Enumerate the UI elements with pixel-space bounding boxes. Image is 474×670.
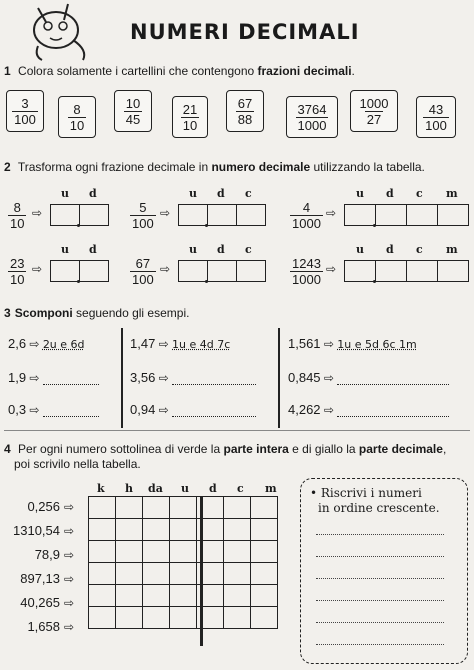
column-header: u: [181, 482, 189, 495]
numerator: 67: [135, 256, 151, 271]
q1-number: 1: [4, 64, 11, 78]
place-value-grid[interactable]: [88, 496, 278, 629]
cell[interactable]: [80, 261, 108, 281]
arrow-icon: ⇨: [64, 572, 75, 586]
place-value-cells[interactable]: [50, 204, 109, 226]
grid-cell[interactable]: [116, 519, 143, 541]
arrow-icon: ⇨: [320, 337, 338, 351]
denominator: 100: [14, 111, 36, 127]
cell[interactable]: [438, 261, 468, 281]
grid-cell[interactable]: [224, 585, 251, 607]
numerator: 1243: [292, 256, 321, 271]
denominator: 100: [132, 216, 154, 231]
grid-cell[interactable]: [170, 541, 197, 563]
decimal-point-marker: [205, 224, 208, 227]
q3-divider: [278, 328, 280, 428]
decimal-point-marker: [77, 224, 80, 227]
numerator: 3: [21, 95, 29, 111]
decompose-item: [8, 370, 99, 385]
page-title: NUMERI DECIMALI: [130, 20, 360, 44]
number-label: 1,658: [27, 619, 60, 634]
grid-cell[interactable]: [143, 585, 170, 607]
cat-illustration-icon: [28, 0, 98, 62]
column-header: c: [416, 243, 423, 256]
decimal-value: 3,56: [130, 370, 156, 385]
cell[interactable]: [345, 261, 376, 281]
grid-cell[interactable]: [89, 519, 116, 541]
column-header: d: [386, 243, 394, 256]
decimal-point-marker: [205, 280, 208, 283]
grid-cell[interactable]: [251, 607, 278, 629]
q2-fraction: [8, 200, 26, 231]
numerator: 10: [125, 95, 141, 111]
arrow-icon: ⇨: [155, 337, 173, 351]
arrow-icon: ⇨: [160, 206, 171, 220]
answer-line[interactable]: [316, 556, 444, 557]
place-value-cells[interactable]: [178, 204, 266, 226]
column-header: h: [125, 482, 133, 495]
numerator: 4: [302, 200, 311, 215]
cell[interactable]: [407, 205, 438, 225]
numerator: 23: [10, 256, 25, 271]
cell[interactable]: [208, 261, 237, 281]
column-header: m: [446, 187, 458, 200]
denominator: 10: [10, 272, 25, 287]
denominator: 1000: [292, 216, 321, 231]
arrow-icon: ⇨: [64, 548, 75, 562]
grid-cell[interactable]: [224, 563, 251, 585]
answer-line[interactable]: [43, 383, 99, 385]
grid-cell[interactable]: [224, 519, 251, 541]
decimal-separator: [200, 496, 203, 646]
grid-cell[interactable]: [251, 519, 278, 541]
arrow-icon: ⇨: [64, 524, 75, 538]
decimal-value: 1,47: [130, 336, 156, 351]
column-header: d: [217, 243, 225, 256]
decimal-value: 0,845: [288, 370, 321, 385]
decimal-point-marker: [77, 280, 80, 283]
q2-fraction: [130, 256, 156, 287]
arrow-icon: ⇨: [155, 403, 173, 417]
column-header: k: [97, 482, 105, 495]
column-header: c: [237, 482, 244, 495]
arrow-icon: ⇨: [32, 262, 43, 276]
cell[interactable]: [179, 261, 208, 281]
fraction-card[interactable]: [58, 96, 96, 138]
column-header: m: [446, 243, 458, 256]
column-header: d: [217, 187, 225, 200]
denominator: 88: [237, 111, 253, 127]
section-divider: [4, 430, 470, 431]
grid-cell[interactable]: [251, 585, 278, 607]
arrow-icon: ⇨: [64, 596, 75, 610]
column-header: c: [245, 243, 252, 256]
fraction-card[interactable]: [226, 90, 264, 132]
number-label: 78,9: [34, 547, 60, 562]
decimal-value: 4,262: [288, 402, 321, 417]
fraction-card[interactable]: [172, 96, 208, 138]
cell[interactable]: [376, 261, 407, 281]
grid-cell[interactable]: [89, 607, 116, 629]
q3-instruction: 3 Scomponi seguendo gli esempi.: [4, 306, 190, 320]
arrow-icon: ⇨: [32, 206, 43, 220]
column-header: c: [416, 187, 423, 200]
numerator: 8: [13, 200, 21, 215]
numerator: 43: [428, 101, 444, 117]
grid-cell[interactable]: [89, 585, 116, 607]
grid-cell[interactable]: [143, 541, 170, 563]
column-header: u: [356, 187, 364, 200]
cell[interactable]: [345, 205, 376, 225]
grid-cell[interactable]: [170, 607, 197, 629]
answer-line[interactable]: [316, 600, 444, 601]
denominator: 100: [425, 117, 447, 133]
fraction: [12, 96, 38, 127]
example-answer: 2u e 6d: [42, 338, 85, 351]
arrow-icon: ⇨: [26, 403, 43, 417]
cell[interactable]: [237, 205, 265, 225]
decimal-point-marker: [373, 280, 376, 283]
q1-instruction: 1 Colora solamente i cartellini che contengono frazioni decimali.: [4, 64, 355, 78]
q2-instruction: 2 Trasforma ogni frazione decimale in numero decimale utilizzando la tabella.: [4, 160, 425, 174]
numerator: 1000: [359, 95, 389, 111]
decimal-point-marker: [373, 224, 376, 227]
denominator: 1000: [297, 117, 327, 133]
column-header: u: [189, 187, 197, 200]
ordering-box-title: • Riscrivi i numeri in ordine crescente.: [310, 486, 440, 515]
numerator: 67: [237, 95, 253, 111]
column-header: d: [89, 187, 97, 200]
answer-line[interactable]: [337, 383, 449, 385]
grid-cell[interactable]: [89, 497, 116, 519]
grid-cell[interactable]: [116, 563, 143, 585]
q2-fraction: [130, 200, 156, 231]
denominator: 45: [125, 111, 141, 127]
numerator: 3764: [297, 101, 327, 117]
answer-line[interactable]: [316, 622, 444, 623]
grid-cell[interactable]: [224, 541, 251, 563]
decompose-item: [130, 336, 230, 351]
fraction: [296, 102, 329, 133]
fraction-card[interactable]: [6, 90, 44, 132]
numerator: 21: [182, 101, 198, 117]
denominator: 10: [182, 117, 198, 133]
arrow-icon: ⇨: [155, 371, 173, 385]
cell[interactable]: [407, 261, 438, 281]
decimal-value: 1,561: [288, 336, 321, 351]
example-answer: 1u e 4d 7c: [172, 338, 231, 351]
answer-line[interactable]: [172, 383, 256, 385]
grid-cell[interactable]: [89, 541, 116, 563]
cell[interactable]: [51, 261, 80, 281]
denominator: 27: [366, 111, 382, 127]
grid-cell[interactable]: [143, 519, 170, 541]
denominator: 1000: [292, 272, 321, 287]
grid-cell[interactable]: [170, 497, 197, 519]
fraction: [181, 102, 199, 133]
arrow-icon: ⇨: [26, 371, 43, 385]
fraction: [124, 96, 142, 127]
grid-cell[interactable]: [116, 541, 143, 563]
grid-cell[interactable]: [116, 497, 143, 519]
place-value-cells[interactable]: [344, 260, 469, 282]
grid-cell[interactable]: [143, 607, 170, 629]
decimal-value: 2,6: [8, 336, 27, 351]
decompose-item: [130, 402, 256, 417]
decompose-item: [8, 336, 85, 351]
fraction-card[interactable]: [286, 96, 338, 138]
fraction: [358, 96, 391, 127]
grid-cell[interactable]: [251, 497, 278, 519]
decompose-item: [288, 370, 449, 385]
decompose-item: [288, 402, 449, 417]
grid-cell[interactable]: [89, 563, 116, 585]
column-header: c: [245, 187, 252, 200]
arrow-icon: ⇨: [160, 262, 171, 276]
column-header: u: [356, 243, 364, 256]
cell[interactable]: [51, 205, 80, 225]
decimal-value: 0,94: [130, 402, 156, 417]
q4-instruction: 4 Per ogni numero sottolinea di verde la parte intera e di giallo la parte decimale,: [4, 442, 447, 456]
number-label: 897,13: [20, 571, 60, 586]
answer-line[interactable]: [316, 578, 444, 579]
column-header: d: [209, 482, 217, 495]
numerator: 8: [73, 101, 81, 117]
q4-instruction-line2: poi scrivilo nella tabella.: [14, 457, 141, 471]
column-header: m: [265, 482, 277, 495]
denominator: 10: [10, 216, 25, 231]
column-header: d: [89, 243, 97, 256]
arrow-icon: ⇨: [26, 337, 43, 351]
place-value-cells[interactable]: [178, 260, 266, 282]
decimal-value: 1,9: [8, 370, 27, 385]
example-answer: 1u e 5d 6c 1m: [337, 338, 417, 351]
arrow-icon: ⇨: [320, 371, 338, 385]
arrow-icon: ⇨: [326, 206, 337, 220]
column-header: u: [189, 243, 197, 256]
place-value-cells[interactable]: [50, 260, 109, 282]
answer-line[interactable]: [43, 415, 99, 417]
decimal-value: 0,3: [8, 402, 27, 417]
fraction-card[interactable]: [114, 90, 152, 132]
arrow-icon: ⇨: [326, 262, 337, 276]
place-value-cells[interactable]: [344, 204, 469, 226]
arrow-icon: ⇨: [64, 500, 75, 514]
denominator: 100: [132, 272, 154, 287]
arrow-icon: ⇨: [64, 620, 75, 634]
cell[interactable]: [208, 205, 237, 225]
cell[interactable]: [80, 205, 108, 225]
answer-line[interactable]: [316, 644, 444, 645]
grid-cell[interactable]: [143, 563, 170, 585]
decompose-item: [288, 336, 417, 351]
answer-line[interactable]: [316, 534, 444, 535]
decompose-item: [130, 370, 256, 385]
grid-cell[interactable]: [251, 541, 278, 563]
column-header: u: [61, 187, 69, 200]
grid-cell[interactable]: [170, 585, 197, 607]
cell[interactable]: [237, 261, 265, 281]
grid-cell[interactable]: [224, 497, 251, 519]
fraction: [423, 102, 449, 133]
cell[interactable]: [376, 205, 407, 225]
answer-line[interactable]: [172, 415, 256, 417]
grid-cell[interactable]: [224, 607, 251, 629]
q2-fraction: [290, 256, 323, 287]
grid-cell[interactable]: [170, 519, 197, 541]
grid-cell[interactable]: [116, 585, 143, 607]
fraction: [68, 102, 86, 133]
q2-fraction: [8, 256, 26, 287]
fraction: [236, 96, 254, 127]
grid-cell[interactable]: [116, 607, 143, 629]
column-header: da: [148, 482, 163, 495]
numerator: 5: [139, 200, 147, 215]
column-header: u: [61, 243, 69, 256]
column-header: d: [386, 187, 394, 200]
number-label: 0,256: [27, 499, 60, 514]
cell[interactable]: [438, 205, 468, 225]
arrow-icon: ⇨: [320, 403, 338, 417]
grid-cell[interactable]: [170, 563, 197, 585]
cell[interactable]: [179, 205, 208, 225]
number-label: 40,265: [20, 595, 60, 610]
denominator: 10: [69, 117, 85, 133]
grid-cell[interactable]: [143, 497, 170, 519]
q3-divider: [121, 328, 123, 428]
number-label: 1310,54: [13, 523, 60, 538]
grid-cell[interactable]: [251, 563, 278, 585]
q2-fraction: [290, 200, 323, 231]
fraction-card[interactable]: [416, 96, 456, 138]
fraction-card[interactable]: [350, 90, 398, 132]
decompose-item: [8, 402, 99, 417]
answer-line[interactable]: [337, 415, 449, 417]
